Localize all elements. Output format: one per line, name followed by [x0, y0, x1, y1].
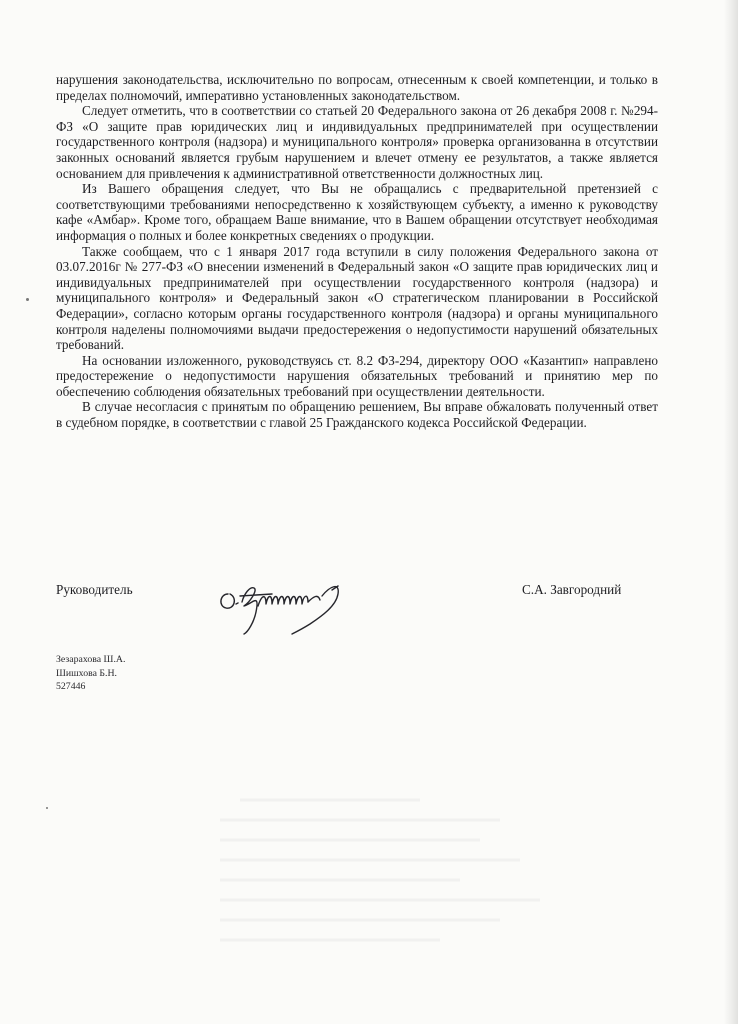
- executor-phone: 527446: [56, 681, 86, 692]
- paragraph-1: нарушения законодательства, исключительно по вопросам, отнесенным к своей компетенции, и только в пределах полномочий, императивно установленных законодательством.: [56, 72, 658, 103]
- paragraph-4: Также сообщаем, что с 1 января 2017 года вступили в силу положения Федерального закона от 03.07.2016г № 277-ФЗ «О внесении изменений в Федеральный закон «О защите прав юридических лиц и индивидуальных предпринимателей при осуществлении государственного контроля (надзора) и муниципального контроля» и Федеральный закон «О стратегическом планировании в Российской Федерации», согласно которым органы государственного контроля (надзора) и органы муниципального контроля наделены полномочиями выдачи предостережения о недопустимости нарушений обязательных требований.: [56, 243, 658, 353]
- paragraph-3: Из Вашего обращения следует, что Вы не обращались с предварительной претензией с соответствующими требованиями непосредственно к хозяйствующем субъекту, а именно к руководству кафе «Амбар». Кроме того, обращаем Ваше внимание, что в Вашем обращении отсутствует необходимая информация о полных и более конкретных сведениях о продукции.: [56, 181, 658, 243]
- signer-name: С.А. Завгородний: [522, 582, 622, 597]
- executors-block: [56, 653, 125, 694]
- letter-body: [56, 72, 658, 431]
- paragraph-5: На основании изложенного, руководствуясь ст. 8.2 ФЗ-294, директору ООО «Казантип» направлено предостережение о недопустимости нарушения обязательных требований и принятию мер по обеспечению соблюдения обязательных требований при осуществлении деятельности.: [56, 352, 658, 399]
- scan-edge-shadow: [724, 0, 738, 1024]
- scan-speck: [26, 298, 29, 301]
- executor-line-2: Шишхова Б.Н.: [56, 667, 117, 679]
- paragraph-2: Следует отметить, что в соответствии со статьей 20 Федерального закона от 26 декабря 2008 г. №294-ФЗ «О защите прав юридических лиц и индивидуальных предпринимателей при осуществлении государственного контроля (надзора) и муниципального контроля» проверка организованна в отсутствии законных оснований является грубым нарушением и влечет отмену ее результатов, а также является основанием для привлечения к административной ответственности должностных лиц.: [56, 103, 658, 181]
- reverse-side-show-through: [200, 790, 560, 960]
- signer-title: Руководитель: [56, 582, 133, 597]
- scan-speck: [46, 807, 48, 809]
- executor-line-1: Зезарахова Ш.А.: [56, 654, 126, 665]
- paragraph-6: В случае несогласия с принятым по обращению решением, Вы вправе обжаловать полученный ответ в судебном порядке, в соответствии с главой 25 Гражданского кодекса Российской Федерации.: [56, 399, 658, 431]
- handwritten-signature: [214, 572, 364, 636]
